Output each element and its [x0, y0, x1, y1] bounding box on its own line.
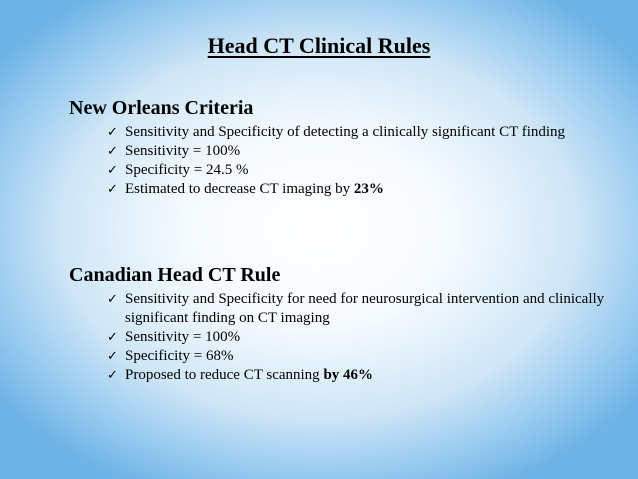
item-text: Estimated to decrease CT imaging by: [125, 181, 354, 197]
list-item: [107, 142, 609, 161]
section-canadian-head-ct-rule: [69, 262, 609, 385]
check-icon: ✓: [107, 349, 118, 364]
item-text: Specificity = 68%: [125, 348, 234, 364]
item-bold-text: by 46%: [323, 367, 374, 383]
check-icon: ✓: [107, 368, 118, 383]
item-text: Sensitivity and Specificity for need for neurosurgical intervention and clinically significant finding on CT imaging: [125, 291, 605, 326]
list-item: [107, 366, 609, 385]
list-item: [107, 123, 609, 142]
criteria-list: [69, 290, 609, 385]
list-item: [107, 161, 609, 180]
section-heading: New Orleans Criteria: [69, 97, 254, 119]
list-item: [107, 180, 609, 199]
section-heading: Canadian Head CT Rule: [69, 264, 281, 286]
check-icon: ✓: [107, 182, 118, 197]
check-icon: ✓: [107, 330, 118, 345]
check-icon: ✓: [107, 125, 118, 140]
section-new-orleans-criteria: [69, 95, 609, 199]
item-text: Specificity = 24.5 %: [125, 162, 249, 178]
slide-title: Head CT Clinical Rules: [207, 33, 431, 58]
item-text: Sensitivity and Specificity of detecting a clinically significant CT finding: [125, 124, 566, 140]
criteria-list: [69, 123, 609, 199]
item-text: Proposed to reduce CT scanning: [125, 367, 324, 383]
list-item: [107, 290, 609, 328]
item-text: Sensitivity = 100%: [125, 329, 241, 345]
list-item: [107, 347, 609, 366]
check-icon: ✓: [107, 144, 118, 159]
item-text: Sensitivity = 100%: [125, 143, 241, 159]
check-icon: ✓: [107, 163, 118, 178]
check-icon: ✓: [107, 292, 118, 307]
item-bold-text: 23%: [353, 181, 384, 197]
list-item: [107, 328, 609, 347]
